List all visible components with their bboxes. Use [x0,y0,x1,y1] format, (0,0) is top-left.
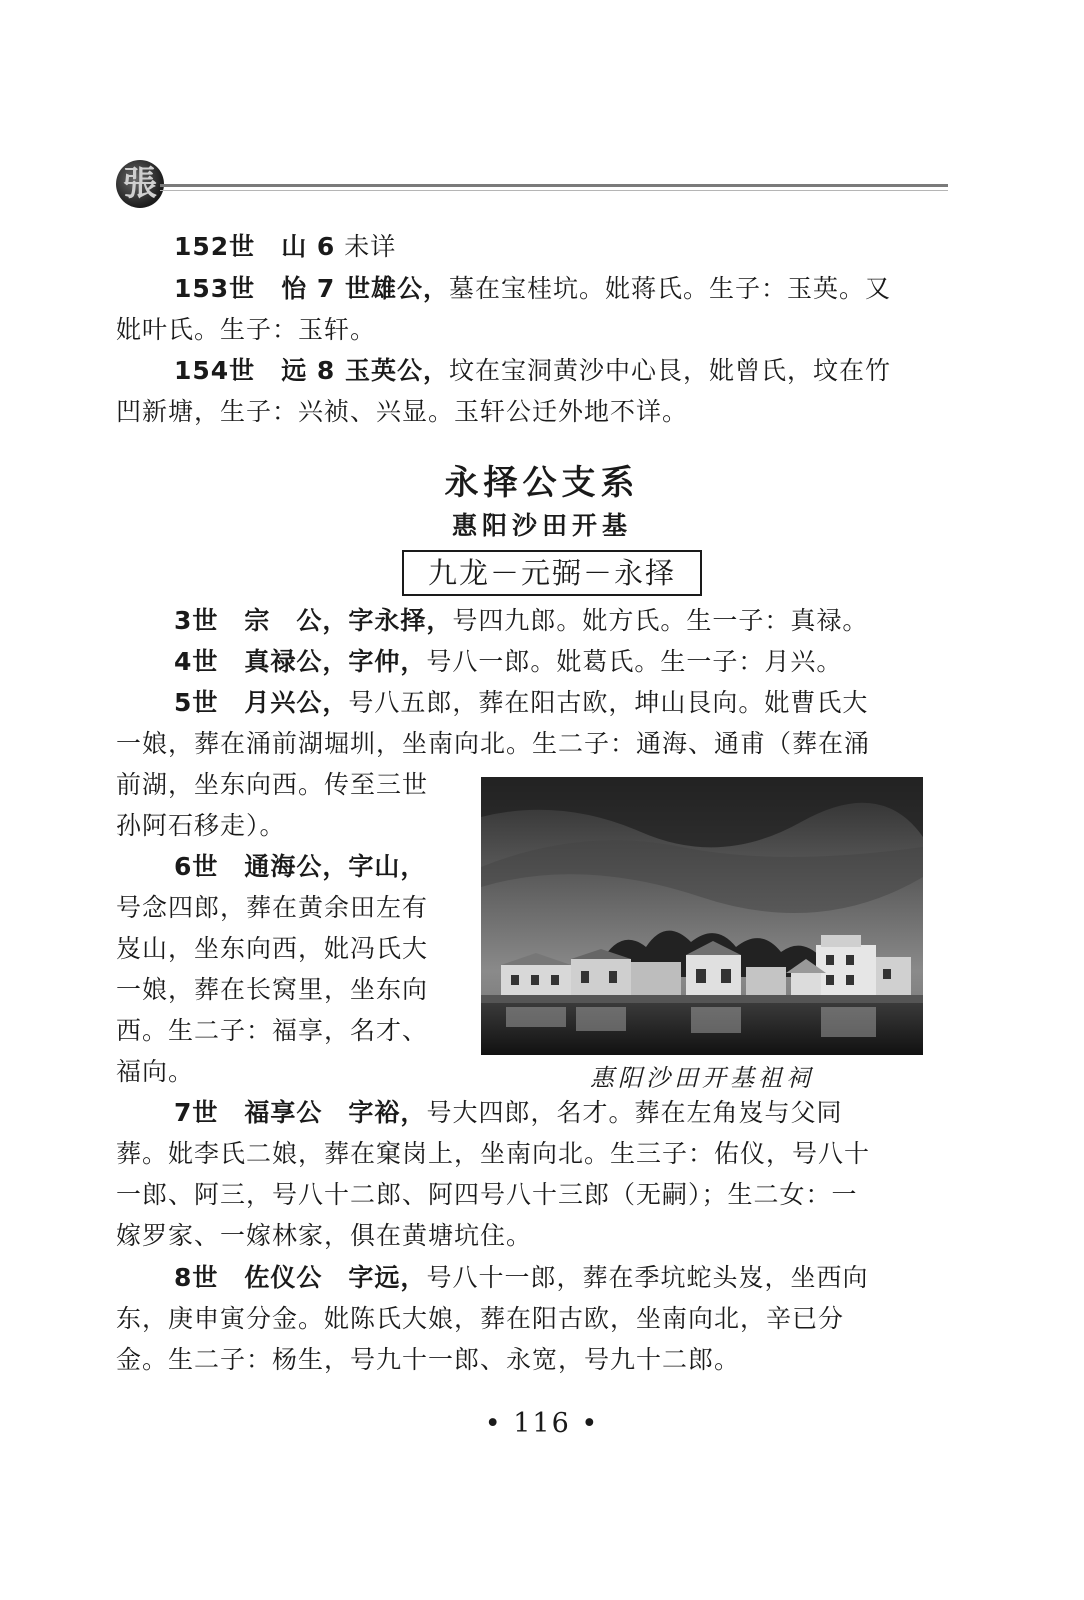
generation-label: 152世 [174,232,256,261]
entry-6-line2: 号念四郎，葬在黄余田左有 [116,893,429,922]
entry-4 [174,641,842,682]
entry-5 [174,682,868,723]
entry-6 [174,846,426,887]
generation-label: 5世 [174,688,219,717]
entry-text: 号八一郎。妣葛氏。生一子：月兴。 [426,647,843,676]
entry-6-line6: 福向。 [116,1057,195,1086]
generation-label: 8世 [174,1263,219,1292]
person-name: 真禄公，字仲， [244,647,427,676]
entry-text: 号大四郎，名才。葬在左角岌与父同 [426,1098,843,1127]
entry-8 [174,1257,868,1298]
entry-153-cont: 妣叶氏。生子：玉轩。 [116,315,377,344]
generation-label: 3世 [174,606,219,635]
entry-text: 未详 [344,232,397,261]
entry-5-line3: 前湖，坐东向西。传至三世 [116,770,429,799]
entry-154 [174,350,891,391]
lineage-box: 九龙－元弼－永择 [402,550,702,596]
person-name: 怡 7 世雄公， [281,274,449,303]
clan-emblem-icon: 張 [116,160,164,208]
photo-image [481,777,923,1055]
entry-7-line2: 葬。妣李氏二娘，葬在窠岗上，坐南向北。生三子：佑仪，号八十 [116,1139,871,1168]
entry-5-line2: 一娘，葬在涌前湖堀圳，坐南向北。生二子：通海、通甫（葬在涌 [116,729,871,758]
person-name: 佐仪公 [244,1263,323,1292]
entry-7-line4: 嫁罗家、一嫁林家，俱在黄塘坑住。 [116,1221,533,1250]
generation-label: 153世 [174,274,256,303]
entry-7-line3: 一郎、阿三，号八十二郎、阿四号八十三郎（无嗣）；生二女：一 [116,1180,858,1209]
courtesy-name: 字裕， [348,1098,427,1127]
entry-8-line3: 金。生二子：杨生，号九十一郎、永宽，号九十二郎。 [116,1345,741,1374]
section-subtitle: 惠阳沙田开基 [451,511,632,540]
page-number: • 116 • [484,1408,600,1439]
entry-text: 号八十一郎，葬在季坑蛇头岌，坐西向 [426,1263,869,1292]
entry-6-line4: 一娘，葬在长窝里，坐东向 [116,975,429,1004]
courtesy-name: 字远， [348,1263,427,1292]
entry-text: 号四九郎。妣方氏。生一子：真禄。 [452,606,869,635]
entry-6-line3: 岌山，坐东向西，妣冯氏大 [116,934,429,963]
generation-label: 7世 [174,1098,219,1127]
header-rule [160,184,948,187]
entry-153 [174,268,891,309]
ancestral-hall-photo [481,777,923,1055]
entry-6-line5: 西。生二子：福享，名才、 [116,1016,429,1045]
person-name: 福享公 [244,1098,323,1127]
generation-label: 6世 [174,852,219,881]
section-title: 永择公支系 [444,463,640,503]
person-name: 山 6 [281,232,336,261]
entry-text: 号八五郎，葬在阳古欧，坤山艮向。妣曹氏大 [348,688,869,717]
entry-3 [174,600,868,641]
person-name: 远 8 玉英公， [281,356,449,385]
photo-caption: 惠阳沙田开基祖祠 [590,1064,814,1092]
entry-8-line2: 东，庚申寅分金。妣陈氏大娘，葬在阳古欧，坐南向北，辛已分 [116,1304,845,1333]
person-name: 宗 公，字永择， [244,606,453,635]
generation-label: 4世 [174,647,219,676]
entry-text: 坟在宝洞黄沙中心艮，妣曾氏，坟在竹 [449,356,892,385]
person-name: 通海公，字山， [244,852,427,881]
generation-label: 154世 [174,356,256,385]
entry-text: 墓在宝桂坑。妣蒋氏。生子：玉英。又 [449,274,892,303]
entry-152 [174,226,396,267]
person-name: 月兴公， [244,688,349,717]
entry-5-line4: 孙阿石移走）。 [116,811,286,840]
entry-154-cont: 凹新塘，生子：兴祯、兴显。玉轩公迁外地不详。 [116,397,689,426]
entry-7 [174,1092,842,1133]
